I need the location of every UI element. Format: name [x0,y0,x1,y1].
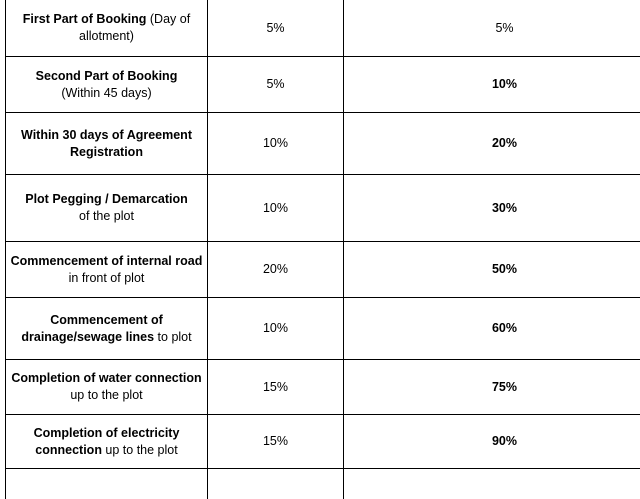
cumulative-cell: 5% [344,0,640,57]
table-row [6,113,640,175]
stage-note: up to the plot [102,443,178,457]
installment-cell: 5% [208,57,344,113]
stage-cell [6,57,208,113]
cumulative-cell: 90% [344,415,640,469]
stage-note: up to the plot [70,388,142,402]
table-row [6,242,640,298]
installment-cell: 15% [208,360,344,415]
cumulative-cell: 20% [344,113,640,175]
stage-title: Plot Pegging / Demarcation [25,192,188,206]
stage-cell [6,242,208,298]
stage-cell [6,113,208,175]
stage-cell [6,469,208,499]
stage-title: Second Part of Booking [36,69,178,83]
stage-title: First Part of Booking [23,12,147,26]
table-row [6,175,640,242]
cumulative-cell [344,469,640,499]
stage-cell [6,360,208,415]
installment-cell: 10% [208,298,344,360]
table-row [6,0,640,57]
stage-note: (Within 45 days) [61,86,151,100]
stage-cell [6,0,208,57]
payment-schedule-table [5,0,640,499]
stage-title: Completion of water connection [11,371,201,385]
stage-cell [6,175,208,242]
stage-note: (Day of allotment) [79,12,190,43]
stage-note: in front of plot [69,271,145,285]
cumulative-cell: 60% [344,298,640,360]
installment-cell: 15% [208,415,344,469]
installment-cell: 10% [208,113,344,175]
cumulative-cell: 50% [344,242,640,298]
stage-note: of the plot [79,209,134,223]
cumulative-cell: 30% [344,175,640,242]
cumulative-cell: 10% [344,57,640,113]
stage-note: to plot [154,330,192,344]
installment-cell: 10% [208,175,344,242]
stage-title: Within 30 days of Agreement Registration [21,128,192,159]
stage-cell [6,298,208,360]
table-row [6,469,640,499]
table-row [6,57,640,113]
stage-title: Completion of electricity connection [34,426,180,457]
stage-title: Commencement of drainage/sewage lines [21,313,162,344]
table-row [6,415,640,469]
table-row [6,298,640,360]
cumulative-cell: 75% [344,360,640,415]
stage-cell [6,415,208,469]
stage-title: Commencement of internal road [11,254,203,268]
table-row [6,360,640,415]
installment-cell [208,469,344,499]
installment-cell: 5% [208,0,344,57]
installment-cell: 20% [208,242,344,298]
